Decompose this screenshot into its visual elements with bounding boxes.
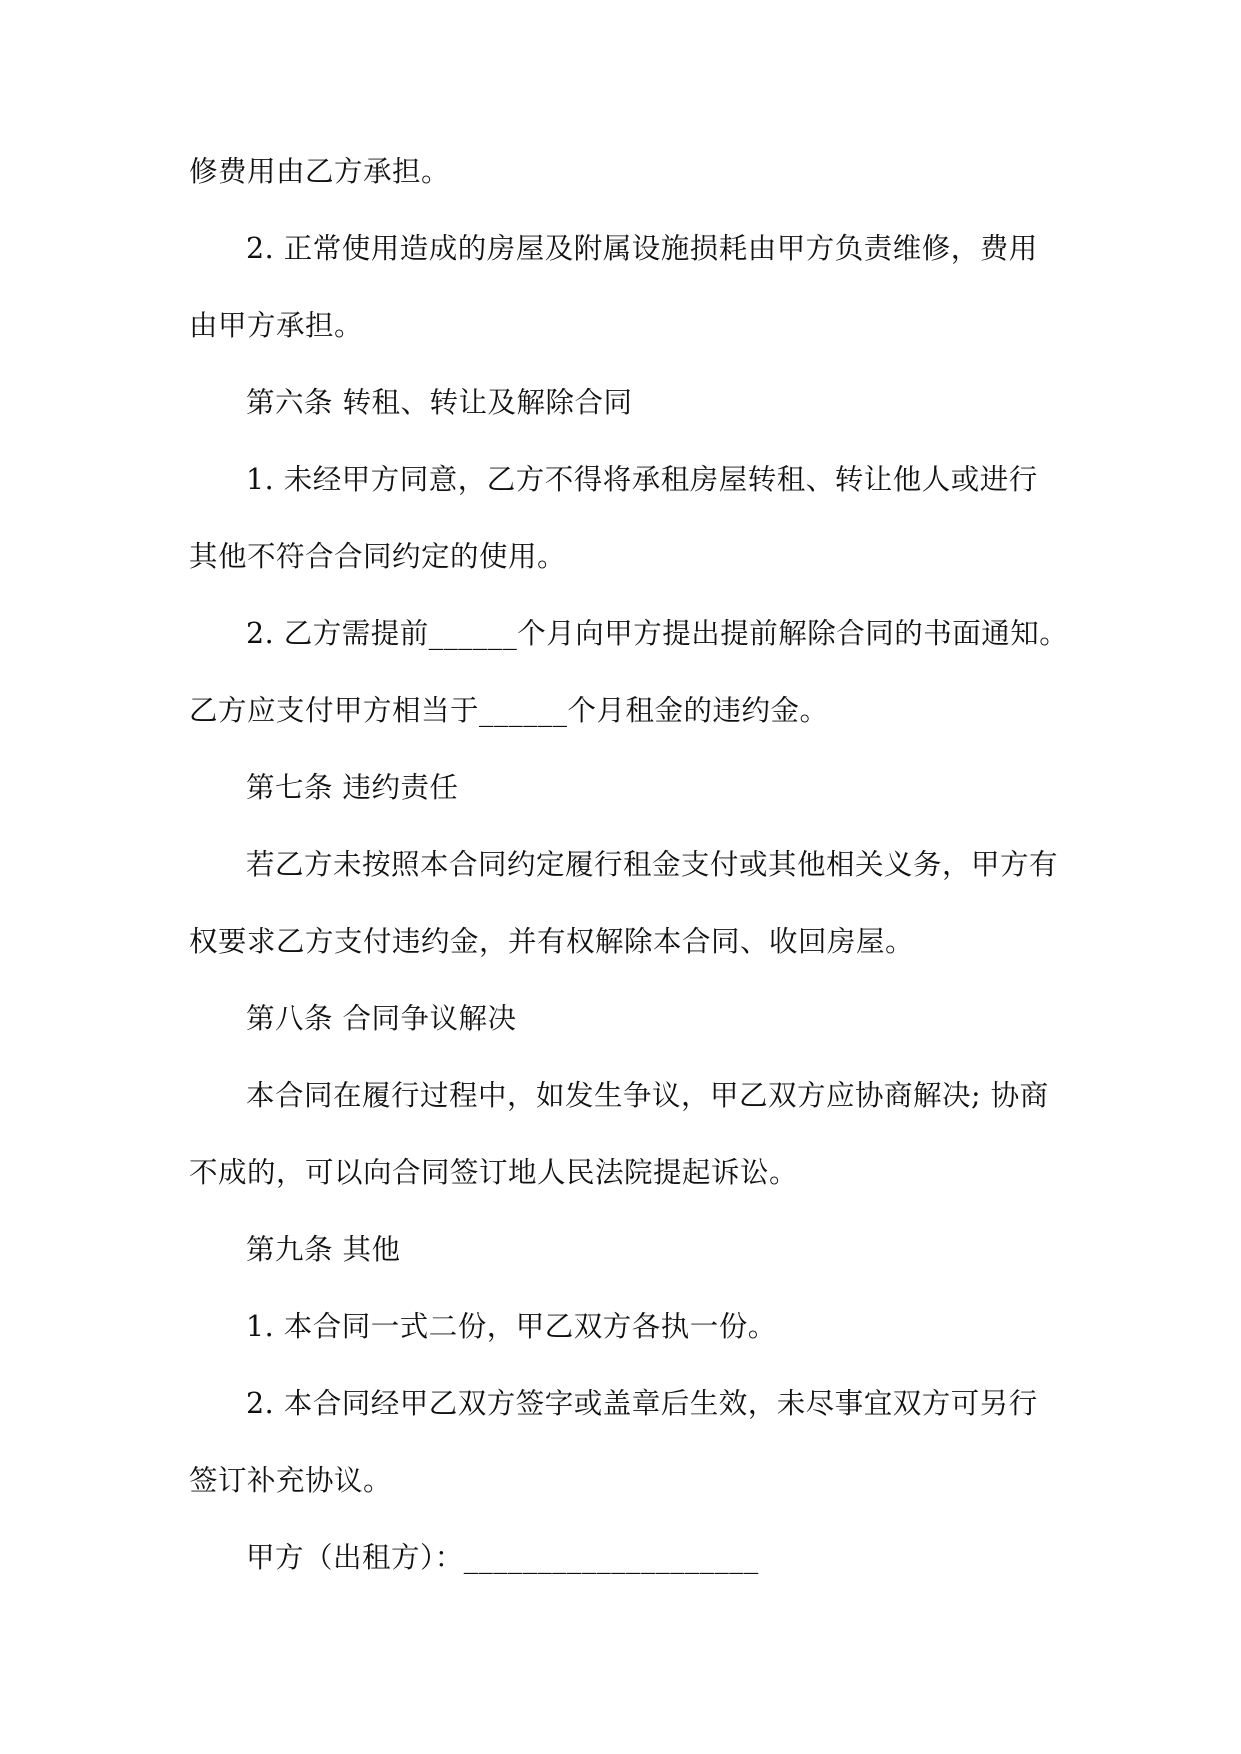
text-line: 2. 正常使用造成的房屋及附属设施损耗由甲方负责维修，费用 [246,232,1038,265]
section-heading: 第九条 其他 [246,1233,401,1266]
section-heading: 第八条 合同争议解决 [246,1002,517,1035]
section-heading: 第七条 违约责任 [246,771,459,804]
text-line: 其他不符合合同约定的使用。 [189,540,567,573]
text-line: 权要求乙方支付违约金，并有权解除本合同、收回房屋。 [189,925,915,958]
text-line: 本合同在履行过程中，如发生争议，甲乙双方应协商解决; 协商 [246,1079,1049,1112]
text-line: 修费用由乙方承担。 [189,155,451,188]
text-line: 由甲方承担。 [189,309,364,342]
text-line: 1. 未经甲方同意，乙方不得将承租房屋转租、转让他人或进行 [246,463,1038,496]
text-line: 若乙方未按照本合同约定履行租金支付或其他相关义务，甲方有 [246,848,1059,881]
text-line: 1. 本合同一式二份，甲乙双方各执一份。 [246,1310,777,1343]
text-line: 签订补充协议。 [189,1464,393,1497]
text-line: 不成的，可以向合同签订地人民法院提起诉讼。 [189,1156,799,1189]
signature-line: 甲方（出租方）：____________________ [246,1541,759,1574]
text-line: 2. 乙方需提前______个月向甲方提出提前解除合同的书面通知。 [246,617,1069,650]
text-line: 2. 本合同经甲乙双方签字或盖章后生效，未尽事宜双方可另行 [246,1387,1038,1420]
text-line: 乙方应支付甲方相当于______个月租金的违约金。 [189,694,829,727]
section-heading: 第六条 转租、转让及解除合同 [246,386,633,419]
